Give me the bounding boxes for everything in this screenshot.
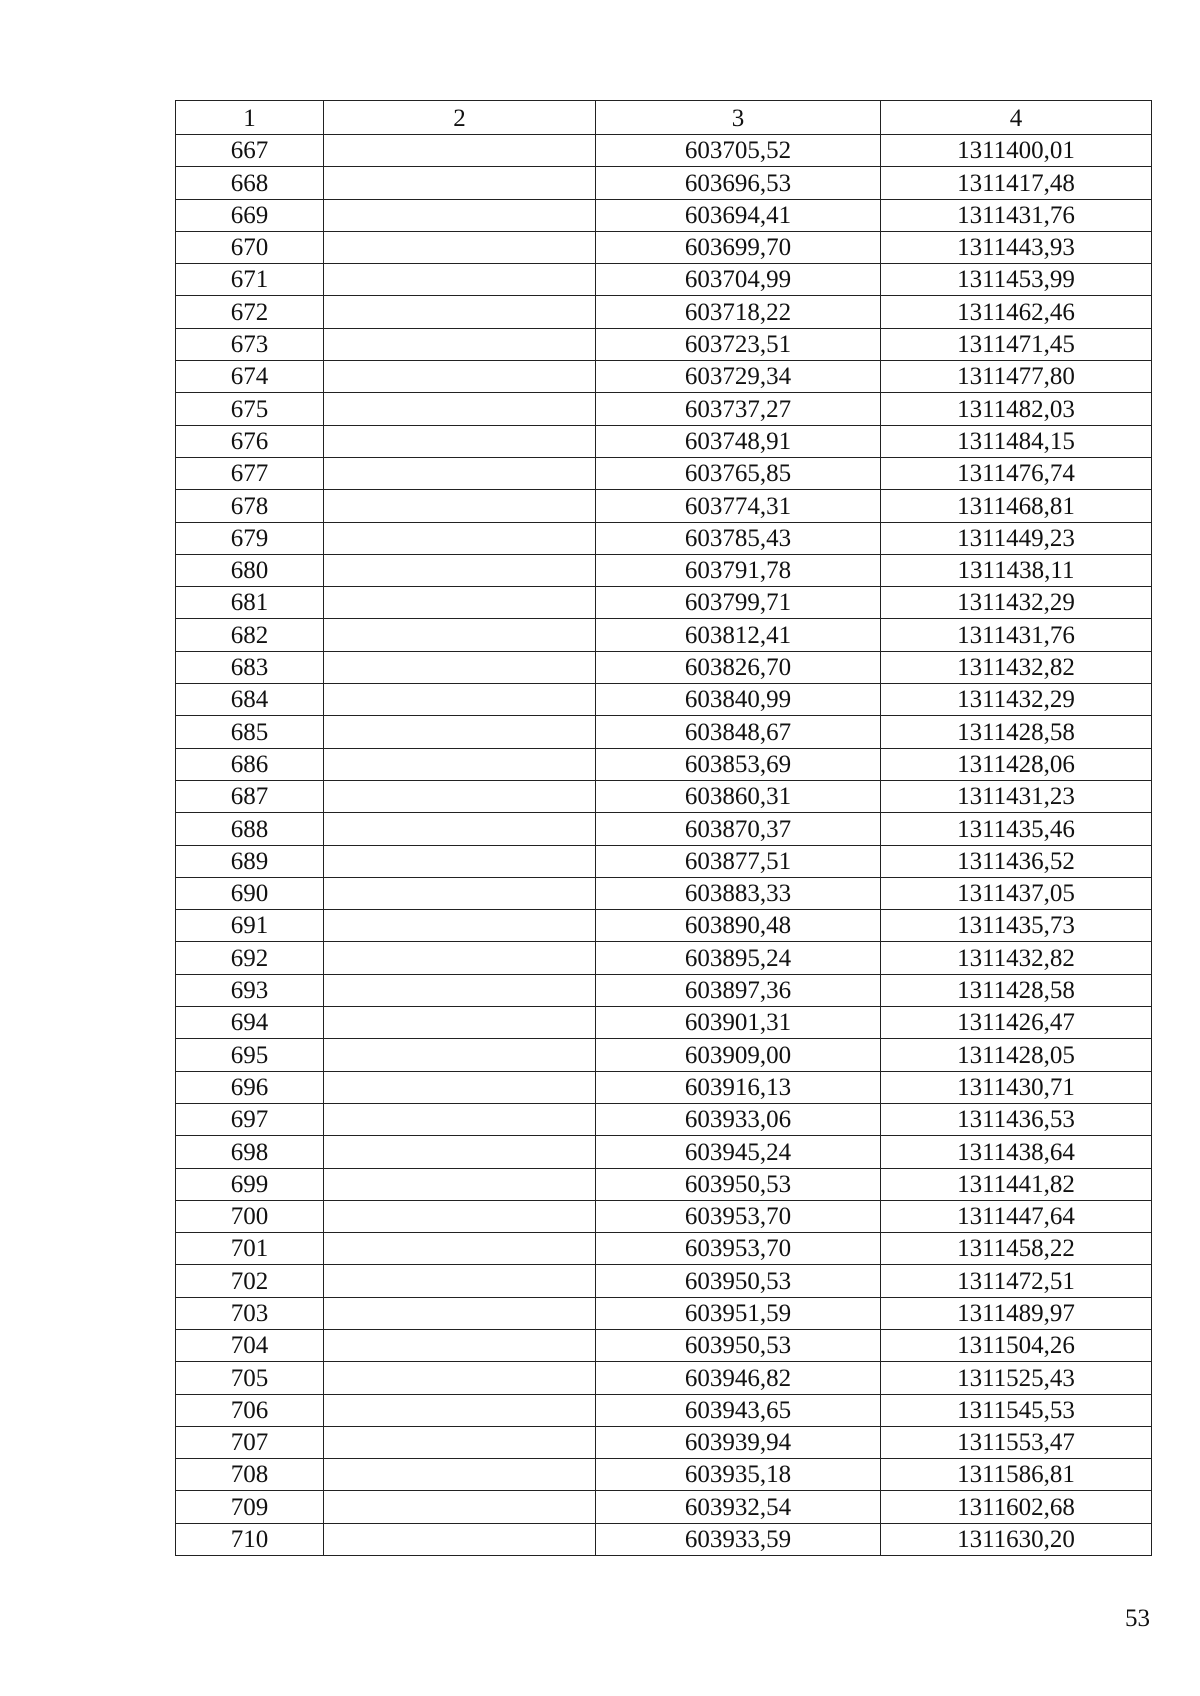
empty-cell bbox=[324, 1523, 596, 1555]
y-coordinate-cell: 1311431,23 bbox=[881, 780, 1152, 812]
x-coordinate-cell: 603799,71 bbox=[596, 587, 881, 619]
x-coordinate-cell: 603951,59 bbox=[596, 1297, 881, 1329]
empty-cell bbox=[324, 1007, 596, 1039]
point-number-cell: 706 bbox=[176, 1394, 324, 1426]
y-coordinate-cell: 1311426,47 bbox=[881, 1007, 1152, 1039]
y-coordinate-cell: 1311432,29 bbox=[881, 587, 1152, 619]
empty-cell bbox=[324, 457, 596, 489]
point-number-cell: 693 bbox=[176, 974, 324, 1006]
point-number-cell: 683 bbox=[176, 651, 324, 683]
y-coordinate-cell: 1311489,97 bbox=[881, 1297, 1152, 1329]
point-number-cell: 705 bbox=[176, 1362, 324, 1394]
table-row bbox=[176, 651, 1152, 683]
empty-cell bbox=[324, 264, 596, 296]
x-coordinate-cell: 603694,41 bbox=[596, 199, 881, 231]
empty-cell bbox=[324, 296, 596, 328]
x-coordinate-cell: 603932,54 bbox=[596, 1491, 881, 1523]
y-coordinate-cell: 1311435,73 bbox=[881, 910, 1152, 942]
point-number-cell: 696 bbox=[176, 1071, 324, 1103]
table-row bbox=[176, 264, 1152, 296]
empty-cell bbox=[324, 1039, 596, 1071]
x-coordinate-cell: 603883,33 bbox=[596, 877, 881, 909]
table-row bbox=[176, 1039, 1152, 1071]
empty-cell bbox=[324, 199, 596, 231]
empty-cell bbox=[324, 1297, 596, 1329]
empty-cell bbox=[324, 877, 596, 909]
empty-cell bbox=[324, 1136, 596, 1168]
x-coordinate-cell: 603916,13 bbox=[596, 1071, 881, 1103]
x-coordinate-cell: 603939,94 bbox=[596, 1426, 881, 1458]
point-number-cell: 673 bbox=[176, 328, 324, 360]
empty-cell bbox=[324, 1459, 596, 1491]
y-coordinate-cell: 1311431,76 bbox=[881, 619, 1152, 651]
empty-cell bbox=[324, 813, 596, 845]
empty-cell bbox=[324, 522, 596, 554]
y-coordinate-cell: 1311458,22 bbox=[881, 1233, 1152, 1265]
x-coordinate-cell: 603909,00 bbox=[596, 1039, 881, 1071]
table-row bbox=[176, 1007, 1152, 1039]
x-coordinate-cell: 603950,53 bbox=[596, 1168, 881, 1200]
empty-cell bbox=[324, 1168, 596, 1200]
y-coordinate-cell: 1311586,81 bbox=[881, 1459, 1152, 1491]
x-coordinate-cell: 603953,70 bbox=[596, 1233, 881, 1265]
y-coordinate-cell: 1311428,58 bbox=[881, 716, 1152, 748]
table-row bbox=[176, 554, 1152, 586]
table-row bbox=[176, 393, 1152, 425]
y-coordinate-cell: 1311432,82 bbox=[881, 942, 1152, 974]
table-row bbox=[176, 1426, 1152, 1458]
empty-cell bbox=[324, 651, 596, 683]
point-number-cell: 674 bbox=[176, 361, 324, 393]
table-row bbox=[176, 1491, 1152, 1523]
table-row bbox=[176, 1136, 1152, 1168]
empty-cell bbox=[324, 619, 596, 651]
empty-cell bbox=[324, 1329, 596, 1361]
empty-cell bbox=[324, 587, 596, 619]
point-number-cell: 708 bbox=[176, 1459, 324, 1491]
column-header-3: 3 bbox=[596, 101, 881, 135]
point-number-cell: 701 bbox=[176, 1233, 324, 1265]
table-row bbox=[176, 974, 1152, 1006]
y-coordinate-cell: 1311471,45 bbox=[881, 328, 1152, 360]
column-header-4: 4 bbox=[881, 101, 1152, 135]
empty-cell bbox=[324, 328, 596, 360]
table-row bbox=[176, 1103, 1152, 1135]
table-row bbox=[176, 619, 1152, 651]
table-row bbox=[176, 361, 1152, 393]
table-row bbox=[176, 490, 1152, 522]
x-coordinate-cell: 603696,53 bbox=[596, 167, 881, 199]
empty-cell bbox=[324, 684, 596, 716]
y-coordinate-cell: 1311443,93 bbox=[881, 231, 1152, 263]
y-coordinate-cell: 1311462,46 bbox=[881, 296, 1152, 328]
point-number-cell: 700 bbox=[176, 1200, 324, 1232]
y-coordinate-cell: 1311438,11 bbox=[881, 554, 1152, 586]
x-coordinate-cell: 603729,34 bbox=[596, 361, 881, 393]
empty-cell bbox=[324, 1103, 596, 1135]
y-coordinate-cell: 1311431,76 bbox=[881, 199, 1152, 231]
x-coordinate-cell: 603945,24 bbox=[596, 1136, 881, 1168]
table-row bbox=[176, 231, 1152, 263]
empty-cell bbox=[324, 361, 596, 393]
table-row bbox=[176, 845, 1152, 877]
empty-cell bbox=[324, 942, 596, 974]
x-coordinate-cell: 603826,70 bbox=[596, 651, 881, 683]
x-coordinate-cell: 603791,78 bbox=[596, 554, 881, 586]
y-coordinate-cell: 1311545,53 bbox=[881, 1394, 1152, 1426]
x-coordinate-cell: 603877,51 bbox=[596, 845, 881, 877]
y-coordinate-cell: 1311447,64 bbox=[881, 1200, 1152, 1232]
x-coordinate-cell: 603935,18 bbox=[596, 1459, 881, 1491]
y-coordinate-cell: 1311453,99 bbox=[881, 264, 1152, 296]
x-coordinate-cell: 603853,69 bbox=[596, 748, 881, 780]
empty-cell bbox=[324, 1394, 596, 1426]
y-coordinate-cell: 1311432,82 bbox=[881, 651, 1152, 683]
x-coordinate-cell: 603950,53 bbox=[596, 1329, 881, 1361]
table-row bbox=[176, 942, 1152, 974]
empty-cell bbox=[324, 135, 596, 167]
y-coordinate-cell: 1311428,05 bbox=[881, 1039, 1152, 1071]
table-row bbox=[176, 522, 1152, 554]
y-coordinate-cell: 1311437,05 bbox=[881, 877, 1152, 909]
empty-cell bbox=[324, 393, 596, 425]
y-coordinate-cell: 1311436,52 bbox=[881, 845, 1152, 877]
point-number-cell: 682 bbox=[176, 619, 324, 651]
empty-cell bbox=[324, 780, 596, 812]
y-coordinate-cell: 1311428,58 bbox=[881, 974, 1152, 1006]
point-number-cell: 709 bbox=[176, 1491, 324, 1523]
table-row bbox=[176, 1200, 1152, 1232]
empty-cell bbox=[324, 1491, 596, 1523]
table-row bbox=[176, 425, 1152, 457]
x-coordinate-cell: 603870,37 bbox=[596, 813, 881, 845]
empty-cell bbox=[324, 167, 596, 199]
point-number-cell: 684 bbox=[176, 684, 324, 716]
column-header-1: 1 bbox=[176, 101, 324, 135]
empty-cell bbox=[324, 1071, 596, 1103]
empty-cell bbox=[324, 910, 596, 942]
x-coordinate-cell: 603953,70 bbox=[596, 1200, 881, 1232]
y-coordinate-cell: 1311484,15 bbox=[881, 425, 1152, 457]
y-coordinate-cell: 1311525,43 bbox=[881, 1362, 1152, 1394]
empty-cell bbox=[324, 716, 596, 748]
x-coordinate-cell: 603943,65 bbox=[596, 1394, 881, 1426]
coordinates-table bbox=[175, 100, 1152, 1556]
table-row bbox=[176, 167, 1152, 199]
empty-cell bbox=[324, 1200, 596, 1232]
point-number-cell: 678 bbox=[176, 490, 324, 522]
point-number-cell: 670 bbox=[176, 231, 324, 263]
point-number-cell: 710 bbox=[176, 1523, 324, 1555]
y-coordinate-cell: 1311504,26 bbox=[881, 1329, 1152, 1361]
x-coordinate-cell: 603748,91 bbox=[596, 425, 881, 457]
table-row bbox=[176, 1329, 1152, 1361]
point-number-cell: 704 bbox=[176, 1329, 324, 1361]
y-coordinate-cell: 1311477,80 bbox=[881, 361, 1152, 393]
point-number-cell: 697 bbox=[176, 1103, 324, 1135]
y-coordinate-cell: 1311482,03 bbox=[881, 393, 1152, 425]
table-row bbox=[176, 1362, 1152, 1394]
empty-cell bbox=[324, 748, 596, 780]
point-number-cell: 668 bbox=[176, 167, 324, 199]
table-row bbox=[176, 716, 1152, 748]
x-coordinate-cell: 603860,31 bbox=[596, 780, 881, 812]
y-coordinate-cell: 1311430,71 bbox=[881, 1071, 1152, 1103]
page-number: 53 bbox=[1125, 1605, 1150, 1632]
x-coordinate-cell: 603901,31 bbox=[596, 1007, 881, 1039]
empty-cell bbox=[324, 231, 596, 263]
x-coordinate-cell: 603946,82 bbox=[596, 1362, 881, 1394]
table-row bbox=[176, 587, 1152, 619]
table-header bbox=[176, 101, 1152, 135]
table-row bbox=[176, 780, 1152, 812]
x-coordinate-cell: 603840,99 bbox=[596, 684, 881, 716]
y-coordinate-cell: 1311553,47 bbox=[881, 1426, 1152, 1458]
point-number-cell: 667 bbox=[176, 135, 324, 167]
table-row bbox=[176, 1523, 1152, 1555]
point-number-cell: 671 bbox=[176, 264, 324, 296]
empty-cell bbox=[324, 425, 596, 457]
column-header-2: 2 bbox=[324, 101, 596, 135]
x-coordinate-cell: 603699,70 bbox=[596, 231, 881, 263]
y-coordinate-cell: 1311476,74 bbox=[881, 457, 1152, 489]
x-coordinate-cell: 603897,36 bbox=[596, 974, 881, 1006]
empty-cell bbox=[324, 1426, 596, 1458]
point-number-cell: 686 bbox=[176, 748, 324, 780]
x-coordinate-cell: 603765,85 bbox=[596, 457, 881, 489]
point-number-cell: 680 bbox=[176, 554, 324, 586]
table-row bbox=[176, 1071, 1152, 1103]
point-number-cell: 694 bbox=[176, 1007, 324, 1039]
table-body bbox=[176, 135, 1152, 1556]
x-coordinate-cell: 603812,41 bbox=[596, 619, 881, 651]
x-coordinate-cell: 603737,27 bbox=[596, 393, 881, 425]
y-coordinate-cell: 1311441,82 bbox=[881, 1168, 1152, 1200]
y-coordinate-cell: 1311432,29 bbox=[881, 684, 1152, 716]
x-coordinate-cell: 603723,51 bbox=[596, 328, 881, 360]
table-row bbox=[176, 1233, 1152, 1265]
point-number-cell: 702 bbox=[176, 1265, 324, 1297]
x-coordinate-cell: 603718,22 bbox=[596, 296, 881, 328]
x-coordinate-cell: 603705,52 bbox=[596, 135, 881, 167]
point-number-cell: 669 bbox=[176, 199, 324, 231]
point-number-cell: 677 bbox=[176, 457, 324, 489]
point-number-cell: 672 bbox=[176, 296, 324, 328]
empty-cell bbox=[324, 554, 596, 586]
x-coordinate-cell: 603895,24 bbox=[596, 942, 881, 974]
table-row bbox=[176, 199, 1152, 231]
point-number-cell: 695 bbox=[176, 1039, 324, 1071]
empty-cell bbox=[324, 1362, 596, 1394]
table-row bbox=[176, 813, 1152, 845]
point-number-cell: 676 bbox=[176, 425, 324, 457]
y-coordinate-cell: 1311436,53 bbox=[881, 1103, 1152, 1135]
x-coordinate-cell: 603950,53 bbox=[596, 1265, 881, 1297]
x-coordinate-cell: 603774,31 bbox=[596, 490, 881, 522]
table-row bbox=[176, 296, 1152, 328]
table-row bbox=[176, 135, 1152, 167]
y-coordinate-cell: 1311630,20 bbox=[881, 1523, 1152, 1555]
y-coordinate-cell: 1311417,48 bbox=[881, 167, 1152, 199]
y-coordinate-cell: 1311435,46 bbox=[881, 813, 1152, 845]
table-row bbox=[176, 457, 1152, 489]
point-number-cell: 679 bbox=[176, 522, 324, 554]
y-coordinate-cell: 1311468,81 bbox=[881, 490, 1152, 522]
table-row bbox=[176, 877, 1152, 909]
y-coordinate-cell: 1311438,64 bbox=[881, 1136, 1152, 1168]
x-coordinate-cell: 603933,06 bbox=[596, 1103, 881, 1135]
point-number-cell: 690 bbox=[176, 877, 324, 909]
table-row bbox=[176, 910, 1152, 942]
y-coordinate-cell: 1311400,01 bbox=[881, 135, 1152, 167]
table-row bbox=[176, 328, 1152, 360]
table-row bbox=[176, 1459, 1152, 1491]
table-row bbox=[176, 1168, 1152, 1200]
point-number-cell: 685 bbox=[176, 716, 324, 748]
table-row bbox=[176, 1297, 1152, 1329]
x-coordinate-cell: 603704,99 bbox=[596, 264, 881, 296]
table-row bbox=[176, 1265, 1152, 1297]
y-coordinate-cell: 1311602,68 bbox=[881, 1491, 1152, 1523]
empty-cell bbox=[324, 974, 596, 1006]
empty-cell bbox=[324, 845, 596, 877]
point-number-cell: 691 bbox=[176, 910, 324, 942]
y-coordinate-cell: 1311472,51 bbox=[881, 1265, 1152, 1297]
x-coordinate-cell: 603890,48 bbox=[596, 910, 881, 942]
x-coordinate-cell: 603785,43 bbox=[596, 522, 881, 554]
point-number-cell: 703 bbox=[176, 1297, 324, 1329]
table-row bbox=[176, 684, 1152, 716]
x-coordinate-cell: 603848,67 bbox=[596, 716, 881, 748]
point-number-cell: 689 bbox=[176, 845, 324, 877]
header-row bbox=[176, 101, 1152, 135]
point-number-cell: 699 bbox=[176, 1168, 324, 1200]
point-number-cell: 681 bbox=[176, 587, 324, 619]
empty-cell bbox=[324, 490, 596, 522]
table-row bbox=[176, 748, 1152, 780]
table-row bbox=[176, 1394, 1152, 1426]
x-coordinate-cell: 603933,59 bbox=[596, 1523, 881, 1555]
point-number-cell: 692 bbox=[176, 942, 324, 974]
empty-cell bbox=[324, 1265, 596, 1297]
point-number-cell: 675 bbox=[176, 393, 324, 425]
y-coordinate-cell: 1311428,06 bbox=[881, 748, 1152, 780]
point-number-cell: 707 bbox=[176, 1426, 324, 1458]
point-number-cell: 687 bbox=[176, 780, 324, 812]
point-number-cell: 688 bbox=[176, 813, 324, 845]
y-coordinate-cell: 1311449,23 bbox=[881, 522, 1152, 554]
empty-cell bbox=[324, 1233, 596, 1265]
point-number-cell: 698 bbox=[176, 1136, 324, 1168]
